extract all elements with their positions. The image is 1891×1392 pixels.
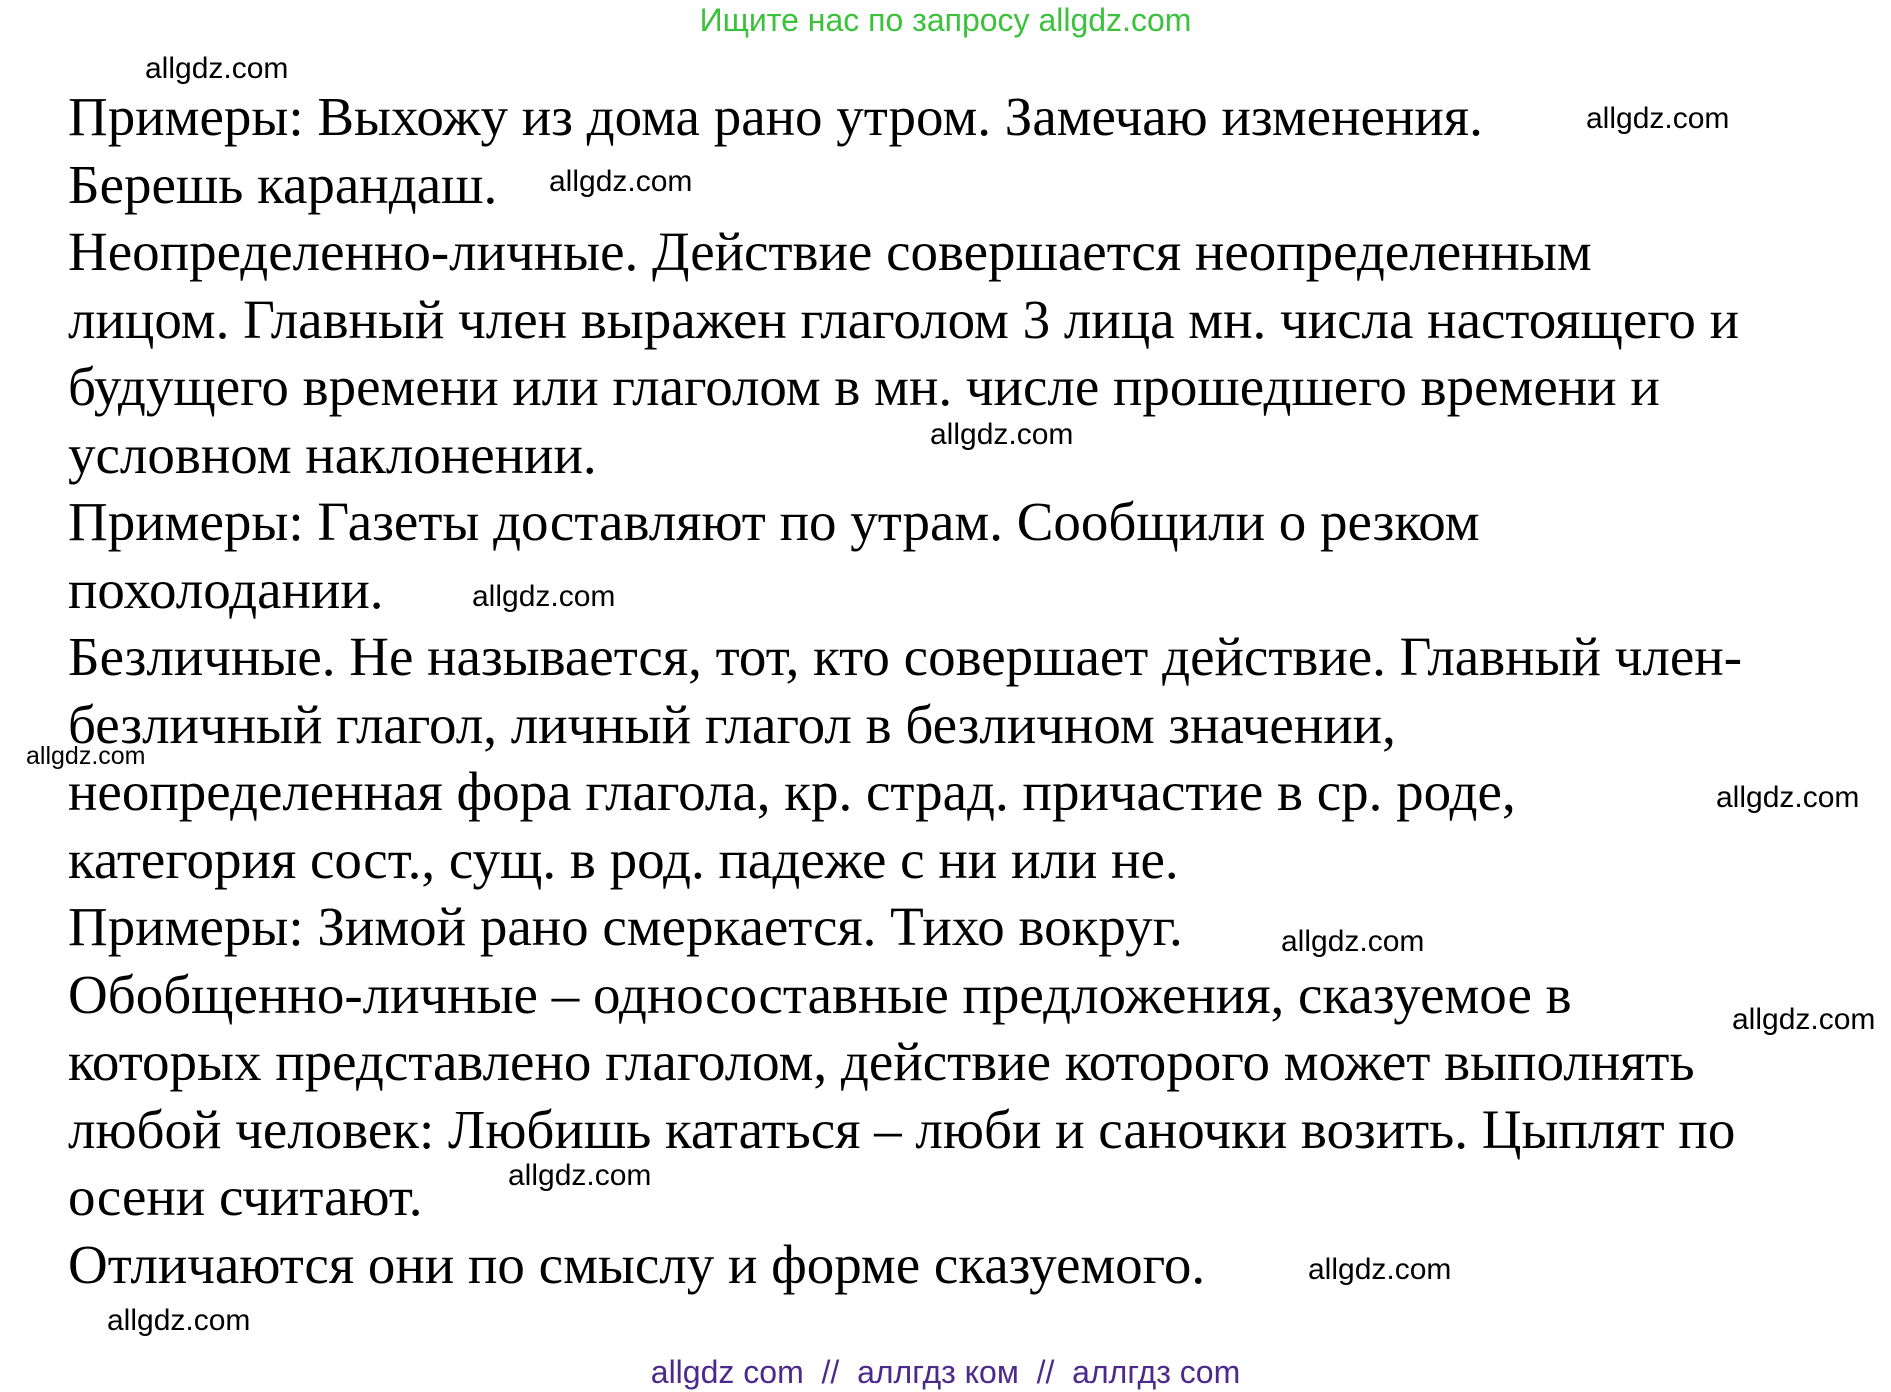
text-line: неопределенная фора глагола, кр. страд. причастие в ср. роде, [68,761,1516,822]
document-text [68,83,1878,1298]
text-line: Берешь карандаш. [68,153,498,215]
text-line: Отличаются они по смыслу и форме сказуемого. [68,1233,1206,1295]
text-line: похолодании. [68,558,384,620]
text-line: Неопределенно-личные. Действие совершается неопределенным [68,221,1592,282]
watermark: allgdz.com [1281,925,1425,958]
watermark: allgdz.com [1716,781,1860,814]
text-line: осени считают. [68,1166,423,1227]
watermark: allgdz.com [549,165,693,198]
watermark: allgdz.com [107,1304,251,1337]
watermark: allgdz.com [1308,1253,1452,1286]
top-banner: Ищите нас по запросу allgdz.com [699,2,1192,38]
watermark: allgdz.com [508,1159,652,1192]
text-line: Примеры: Газеты доставляют по утрам. Сообщили о резком [68,491,1480,552]
watermark: allgdz.com [145,52,289,85]
text-line: любой человек: Любишь кататься – люби и саночки возить. Цыплят по [68,1098,1736,1160]
text-line: которых представлено глаголом, действие которого может выполнять [68,1031,1695,1092]
text-line: безличный глагол, личный глагол в безличном значении, [68,693,1396,755]
footer-watermark: allgdz com // аллгдз ком // аллгдз com [650,1354,1241,1390]
watermark: allgdz.com [1586,102,1730,135]
text-line: Примеры: Зимой рано смеркается. Тихо вокруг. [68,896,1183,957]
text-line: Безличные. Не называется, тот, кто совершает действие. Главный член- [68,626,1743,687]
text-line: Примеры: Выхожу из дома рано утром. Замечаю изменения. [68,86,1483,147]
watermark: allgdz.com [1732,1003,1876,1036]
text-line: категория сост., сущ. в род. падеже с ни или не. [68,828,1179,890]
text-line: Обобщенно-личные – односоставные предложения, сказуемое в [68,963,1572,1025]
watermark: allgdz.com [930,418,1074,451]
watermark: allgdz.com [472,580,616,613]
text-line: будущего времени или глаголом в мн. числе прошедшего времени и [68,356,1660,417]
watermark: allgdz.com [26,742,146,770]
text-line: лицом. Главный член выражен глаголом 3 лица мн. числа настоящего и [68,288,1740,350]
text-line: условном наклонении. [68,423,597,485]
